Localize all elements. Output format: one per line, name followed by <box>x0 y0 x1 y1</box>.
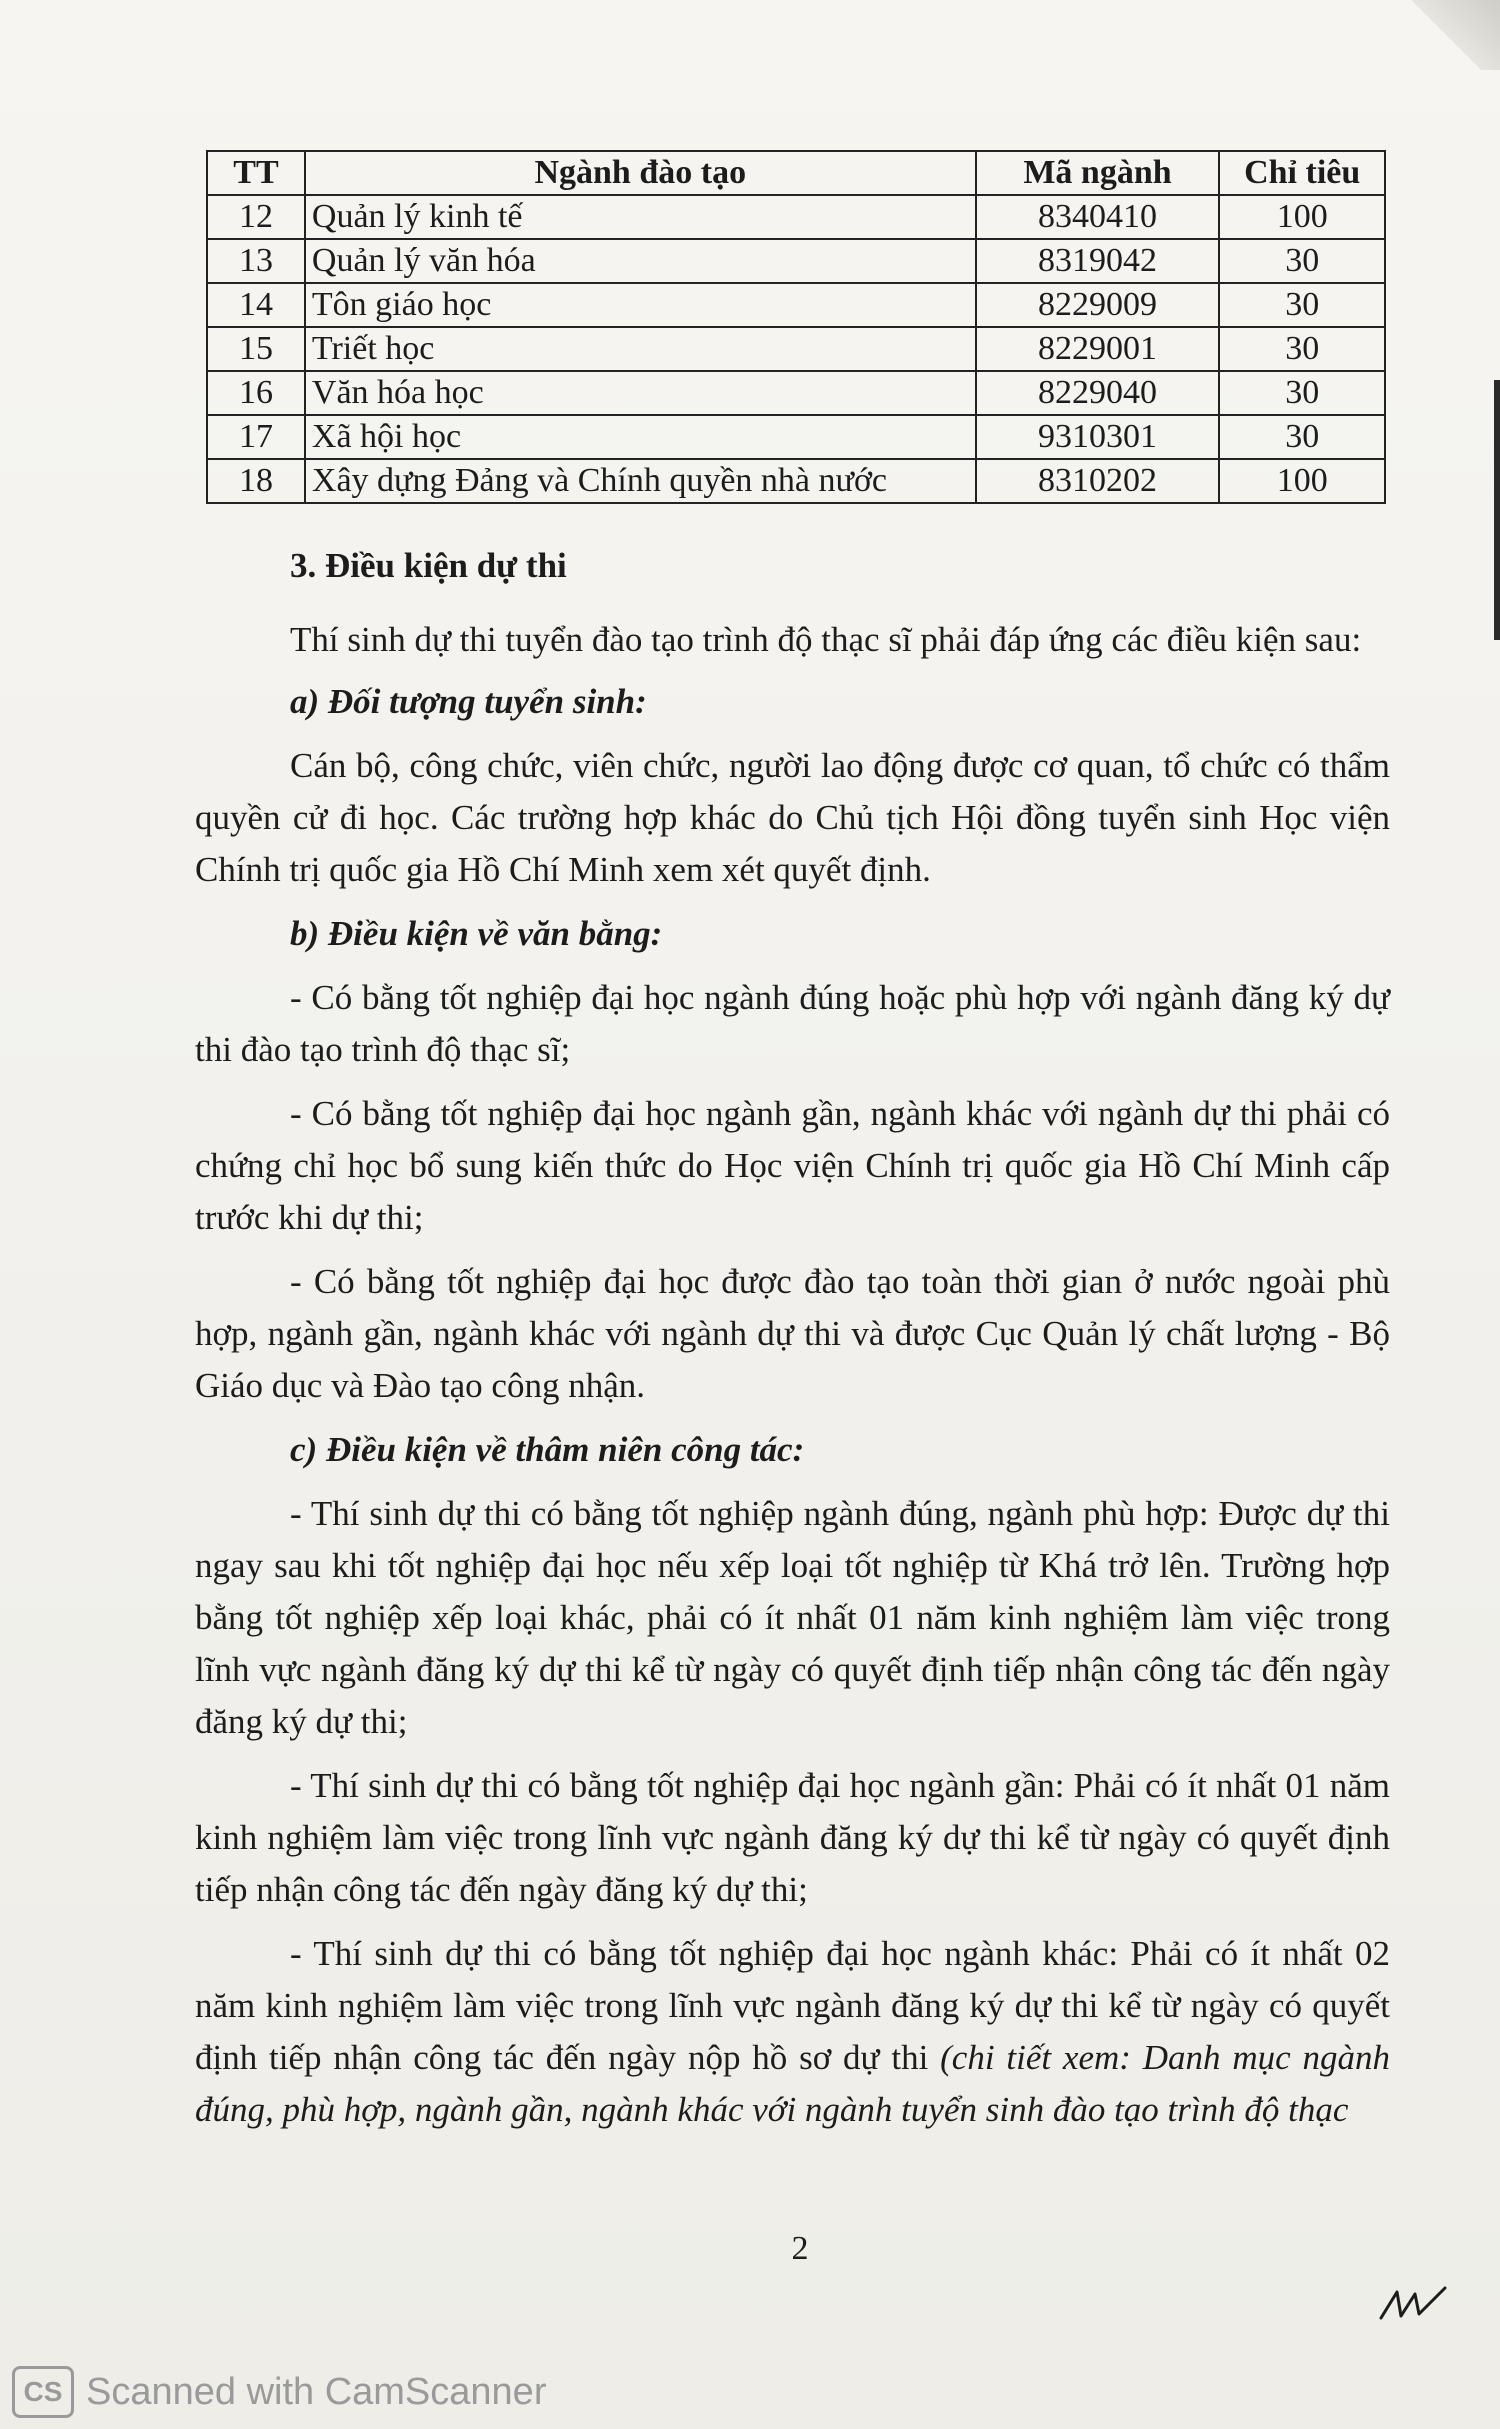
cell-tt: 12 <box>207 195 305 239</box>
cell-code: 8340410 <box>976 195 1220 239</box>
table-row <box>207 459 1385 503</box>
table-row <box>207 371 1385 415</box>
page-edge-shadow <box>1494 380 1500 640</box>
paragraph-c-item: - Thí sinh dự thi có bằng tốt nghiệp ngành đúng, ngành phù hợp: Được dự thi ngay sau khi tốt nghiệp đại học nếu xếp loại tốt nghiệp từ Khá trở lên. Trường hợp bằng tốt nghiệp xếp loại khác, phải có ít nhất 01 năm kinh nghiệm làm việc trong lĩnh vực ngành đăng ký dự thi kể từ ngày có quyết định tiếp nhận công tác đến ngày đăng ký dự thi; <box>195 1494 1390 1741</box>
page-fold-corner <box>1410 0 1500 70</box>
table-row <box>207 283 1385 327</box>
table-row <box>207 239 1385 283</box>
cell-code: 8319042 <box>976 239 1220 283</box>
cell-major: Quản lý kinh tế <box>305 195 976 239</box>
header-tt: TT <box>207 151 305 195</box>
cell-code: 8229001 <box>976 327 1220 371</box>
subheading-b: b) Điều kiện về văn bằng: <box>290 914 663 953</box>
table-row <box>207 195 1385 239</box>
cell-tt: 18 <box>207 459 305 503</box>
paragraph-c-item-last <box>195 1928 1390 2136</box>
table-row <box>207 415 1385 459</box>
cell-tt: 15 <box>207 327 305 371</box>
cell-quota: 100 <box>1219 459 1385 503</box>
header-code: Mã ngành <box>976 151 1220 195</box>
camscanner-logo-icon: CS <box>12 2366 74 2418</box>
cell-major: Tôn giáo học <box>305 283 976 327</box>
cell-major: Xây dựng Đảng và Chính quyền nhà nước <box>305 459 976 503</box>
paragraph-c-last-italic: (chi tiết xem: Danh mục ngành đúng, phù hợp, ngành gần, ngành khác với ngành tuyển sinh đào tạo trình độ thạc <box>195 2038 1390 2129</box>
header-major: Ngành đào tạo <box>305 151 976 195</box>
cell-quota: 100 <box>1219 195 1385 239</box>
paragraph-c-item: - Thí sinh dự thi có bằng tốt nghiệp đại học ngành gần: Phải có ít nhất 01 năm kinh nghiệm làm việc trong lĩnh vực ngành đăng ký dự thi kể từ ngày có quyết định tiếp nhận công tác đến ngày đăng ký dự thi; <box>195 1766 1390 1909</box>
cell-tt: 13 <box>207 239 305 283</box>
section-intro: Thí sinh dự thi tuyển đào tạo trình độ thạc sĩ phải đáp ứng các điều kiện sau: <box>290 620 1362 659</box>
handwritten-initials-icon <box>1375 2280 1455 2330</box>
cell-major: Văn hóa học <box>305 371 976 415</box>
watermark-text: Scanned with CamScanner <box>86 2370 547 2413</box>
cell-major: Quản lý văn hóa <box>305 239 976 283</box>
cell-quota: 30 <box>1219 327 1385 371</box>
table-header-row <box>207 151 1385 195</box>
cell-quota: 30 <box>1219 371 1385 415</box>
paragraph-b-item: - Có bằng tốt nghiệp đại học ngành đúng hoặc phù hợp với ngành đăng ký dự thi đào tạo trình độ thạc sĩ; <box>195 978 1390 1069</box>
cell-code: 8229040 <box>976 371 1220 415</box>
cell-quota: 30 <box>1219 239 1385 283</box>
paragraph-b-item: - Có bằng tốt nghiệp đại học được đào tạo toàn thời gian ở nước ngoài phù hợp, ngành gần, ngành khác với ngành dự thi và được Cục Quản lý chất lượng - Bộ Giáo dục và Đào tạo công nhận. <box>195 1262 1390 1405</box>
cell-code: 9310301 <box>976 415 1220 459</box>
subheading-c: c) Điều kiện về thâm niên công tác: <box>290 1430 805 1469</box>
camscanner-watermark <box>0 2355 640 2429</box>
header-quota: Chỉ tiêu <box>1219 151 1385 195</box>
page-number: 2 <box>791 2230 809 2267</box>
section-heading: 3. Điều kiện dự thi <box>290 546 567 585</box>
cell-quota: 30 <box>1219 283 1385 327</box>
cell-code: 8310202 <box>976 459 1220 503</box>
paragraph-c-last-text: - Thí sinh dự thi có bằng tốt nghiệp đại học ngành khác: Phải có ít nhất 02 năm kinh nghiệm làm việc trong lĩnh vực ngành đăng ký dự thi kể từ ngày có quyết định tiếp nhận công tác đến ngày nộp hồ sơ dự thi <box>195 1934 1390 2077</box>
cell-code: 8229009 <box>976 283 1220 327</box>
section-3-body <box>195 540 1390 2136</box>
cell-tt: 14 <box>207 283 305 327</box>
cell-major: Xã hội học <box>305 415 976 459</box>
cell-major: Triết học <box>305 327 976 371</box>
paragraph-a: Cán bộ, công chức, viên chức, người lao động được cơ quan, tổ chức có thẩm quyền cử đi học. Các trường hợp khác do Chủ tịch Hội đồng tuyển sinh Học viện Chính trị quốc gia Hồ Chí Minh xem xét quyết định. <box>195 746 1390 889</box>
cell-quota: 30 <box>1219 415 1385 459</box>
cell-tt: 17 <box>207 415 305 459</box>
paragraph-b-item: - Có bằng tốt nghiệp đại học ngành gần, ngành khác với ngành dự thi phải có chứng chỉ học bổ sung kiến thức do Học viện Chính trị quốc gia Hồ Chí Minh cấp trước khi dự thi; <box>195 1094 1390 1237</box>
cell-tt: 16 <box>207 371 305 415</box>
table-row <box>207 327 1385 371</box>
subheading-a: a) Đối tượng tuyển sinh: <box>290 682 647 721</box>
majors-table <box>206 150 1386 504</box>
